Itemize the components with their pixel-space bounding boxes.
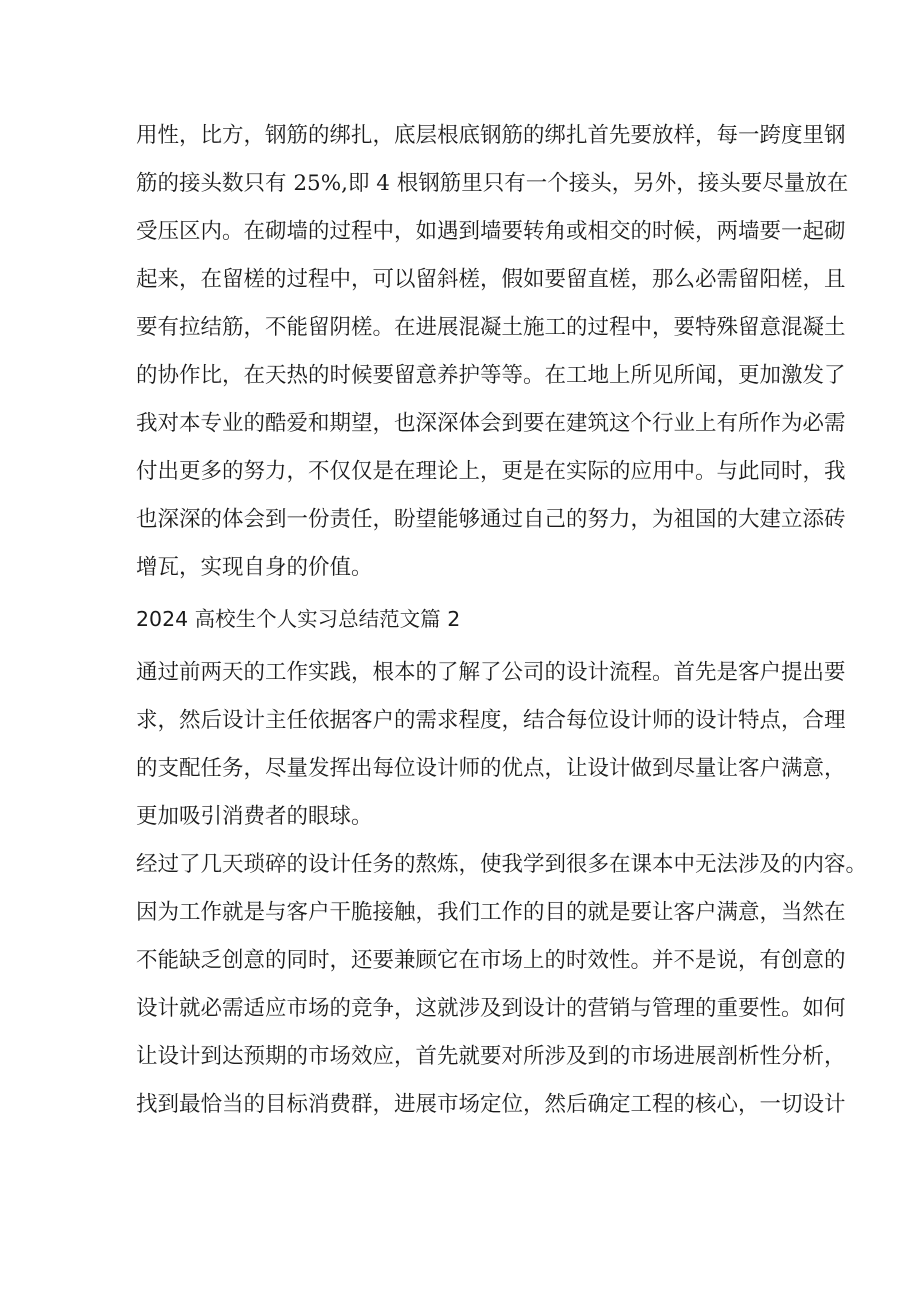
paragraph-line: 不能缺乏创意的同时，还要兼顾它在市场上的时效性。并不是说，有创意的: [136, 948, 846, 973]
paragraph-line: 让设计到达预期的市场效应，首先就要对所涉及到的市场进展剖析性分析，: [136, 1044, 846, 1069]
paragraph-line: 找到最恰当的目标消费群，进展市场定位，然后确定工程的核心，一切设计: [136, 1092, 846, 1117]
paragraph-line: 的协作比，在天热的时候要留意养护等等。在工地上所见所闻，更加激发了: [136, 363, 846, 388]
paragraph-1: [0, 112, 920, 592]
paragraph-line: 也深深的体会到一份责任，盼望能够通过自己的努力，为祖国的大建立添砖: [136, 507, 846, 532]
paragraph-line: 用性，比方，钢筋的绑扎，底层根底钢筋的绑扎首先要放样，每一跨度里钢: [136, 123, 846, 148]
paragraph-line: 的支配任务，尽量发挥出每位设计师的优点，让设计做到尽量让客户满意，: [136, 756, 846, 781]
paragraph-line: 求，然后设计主任依据客户的需求程度，结合每位设计师的设计特点，合理: [136, 708, 846, 733]
paragraph-line: 要有拉结筋，不能留阴槎。在进展混凝土施工的过程中，要特殊留意混凝土: [136, 315, 846, 340]
paragraph-line: 我对本专业的酷爱和期望，也深深体会到要在建筑这个行业上有所作为必需: [136, 411, 846, 436]
paragraph-line: 更加吸引消费者的眼球。: [136, 804, 373, 829]
paragraph-line: 起来，在留槎的过程中，可以留斜槎，假如要留直槎，那么必需留阳槎，且: [136, 267, 846, 292]
paragraph-2: [0, 649, 920, 841]
paragraph-line: 经过了几天琐碎的设计任务的熬炼，使我学到很多在课本中无法涉及的内容。: [136, 852, 868, 877]
paragraph-line: 增瓦，实现自身的价值。: [136, 555, 373, 580]
paragraph-line: 筋的接头数只有 25%,即 4 根钢筋里只有一个接头，另外，接头要尽量放在: [136, 171, 849, 196]
section-heading: 2024 高校生个人实习总结范文篇 2: [136, 607, 461, 631]
paragraph-line: 因为工作就是与客户干脆接触，我们工作的目的就是要让客户满意，当然在: [136, 900, 846, 925]
paragraph-line: 付出更多的努力，不仅仅是在理论上，更是在实际的应用中。与此同时，我: [136, 459, 846, 484]
paragraph-line: 通过前两天的工作实践，根本的了解了公司的设计流程。首先是客户提出要: [136, 660, 846, 685]
paragraph-line: 受压区内。在砌墙的过程中，如遇到墙要转角或相交的时候，两墙要一起砌: [136, 219, 846, 244]
paragraph-3: [0, 841, 920, 1129]
paragraph-line: 设计就必需适应市场的竞争，这就涉及到设计的营销与管理的重要性。如何: [136, 996, 846, 1021]
